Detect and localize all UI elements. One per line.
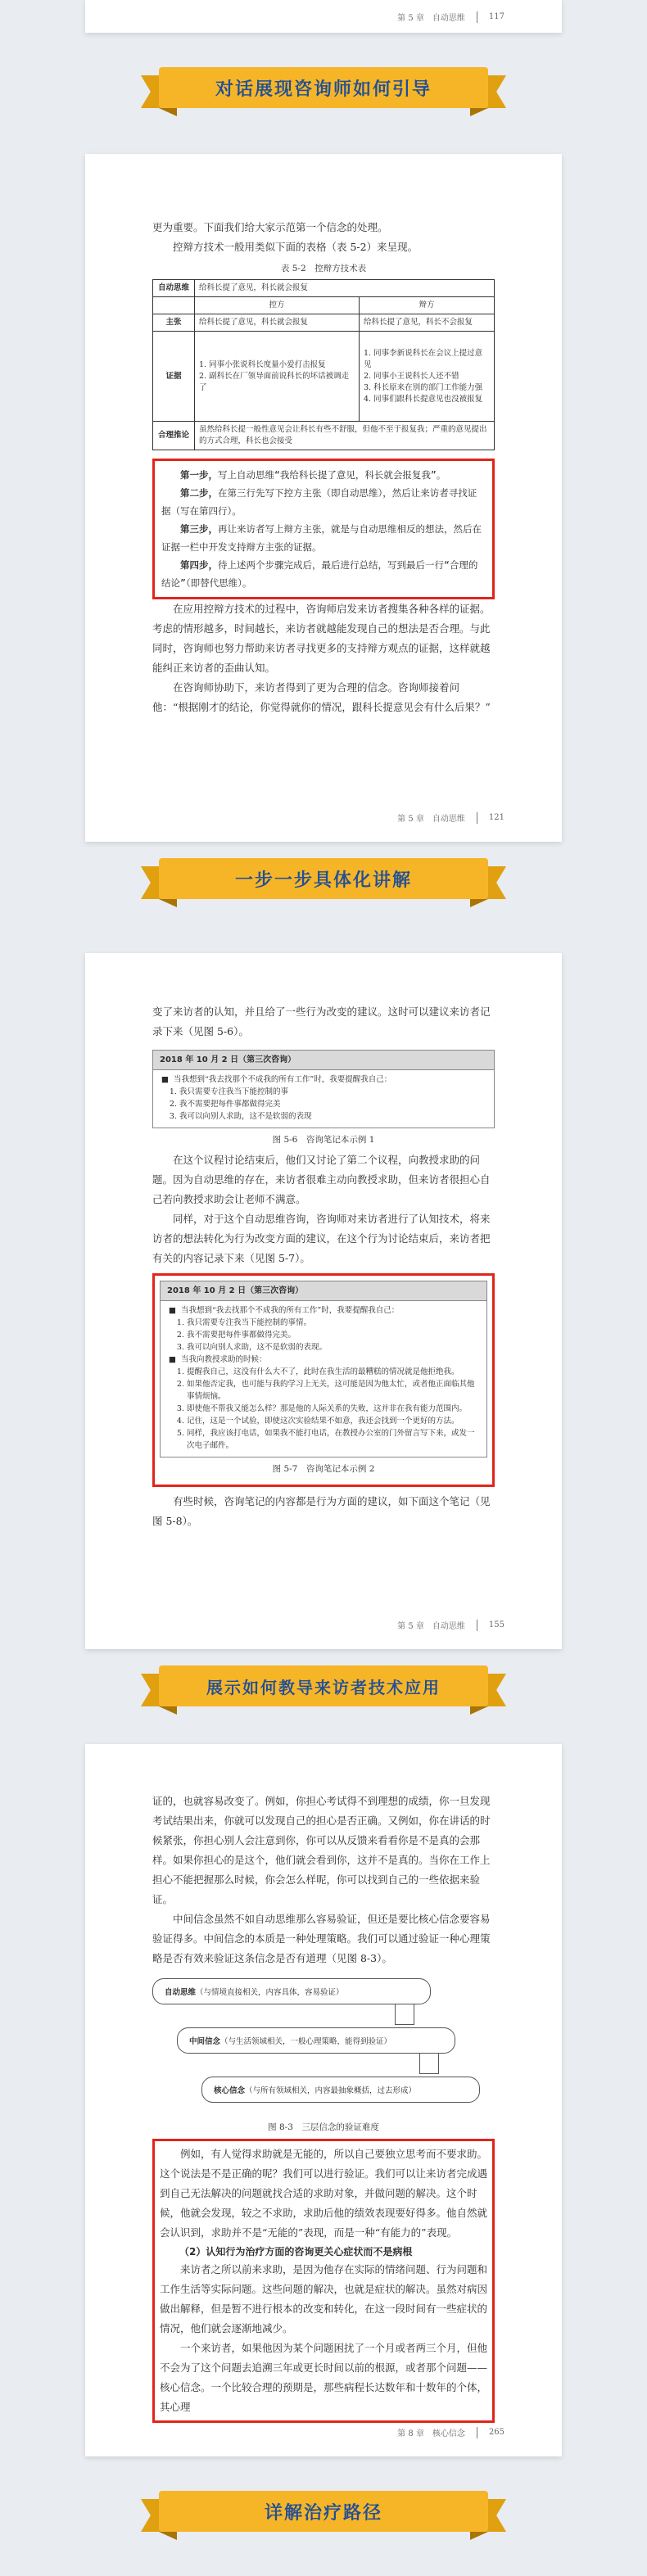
page-footer [397,2426,504,2438]
step-3: 第三步，再让来访者写上辩方主张，就是与自动思维相反的想法，然后在证据一栏中开发支持辩方主张的证据。 [161,523,482,553]
footer-page-number: 117 [488,12,504,21]
flow-arrow [419,2054,439,2074]
flow-box-automatic-thought: 自动思维（与情境直接相关，内容具体，容易验证） [152,1978,431,2004]
evidence-pro-item: 1. 同事小张说科长度量小爱打击报复 [199,359,326,369]
page-footer [397,811,504,824]
evidence-def-item: 1. 同事李新说科长在会议上提过意见 [364,348,483,369]
row-label-claim: 主张 [153,314,195,332]
evidence-def-item: 2. 同事小王说科长人还不错 [364,371,459,381]
highlight-box-record [152,1273,495,1487]
record-item: 3. 我可以向别人求助，这不是软弱的表现 [179,1110,486,1123]
flow-box-core-belief: 核心信念（与所有领域相关，内容最抽象概括，过去形成） [201,2077,480,2103]
page-footer [397,11,504,23]
record-date: 2018 年 10 月 2 日（第三次咨询） [161,1281,486,1301]
book-page-1 [85,0,562,33]
record-bullet: 当我想到“我去找那个不成我的所有工作”时，我要提醒我自己： [180,1306,400,1315]
record-item: 2. 如果他否定我，也可能与我的学习上无关，这可能是因为他太忙，或者他正面临其他事情烦恼。 [187,1378,478,1403]
footer-chapter: 第 8 章 核心信念 [397,2429,465,2438]
header-defense: 辩方 [360,297,495,314]
record-item: 5. 同样，我应该打电话，如果我不能打电话，在教授办公室的门外留言写下来，或发一次电子邮件。 [187,1427,478,1452]
auto-thought-text: 给科长提了意见，科长就会报复 [195,280,495,297]
example-paragraph: 来访者之所以前来求助，是因为他存在实际的情绪问题、行为问题和工作生活等实际问题。这些问题的解决，也就是症状的解决。虽然对病因做出解释，但是暂不进行根本的改变和转化，在这一段时间有一些症状的情况，他们就会逐渐地减少。 [160,2263,488,2334]
record-item: 2. 我不需要把每件事都做得完美 [179,1098,486,1110]
banner-title: 展示如何教导来访者技术应用 [206,1677,441,1697]
page4-intro-1: 证的，也就容易改变了。例如，你担心考试得不到理想的成绩，你一旦发现考试结果出来，你就可以发现自己的担心是否正确。又例如，你在讲话的时候紧张，你担心别人会注意到你，你可以从反馈来看看你是不是真的会那样。如果你担心的是这个，他们就会看到你，这并不是真的。当你在工作上担心不能把握那么时候，你会怎么样呢，你可以找到自己的一些依据来验证。 [152,1795,491,1905]
step-4: 第四步，待上述两个步骤完成后，最后进行总结，写到最后一行“合理的结论”（即替代思维）。 [161,559,478,589]
page4-intro-2: 中间信念虽然不如自动思维那么容易验证，但还是要比核心信念要容易验证得多。中间信念的本质是一种处理策略。我们可以通过验证一种心理策略是否有效来验证这条信念是否有道理（见图 8-3）。 [152,1913,491,1964]
section-banner-3 [141,1662,506,1715]
record-item: 2. 我不需要把每件事都做得完美。 [187,1329,478,1341]
page3-after: 有些时候，咨询笔记的内容都是行为方面的建议，如下面这个笔记（见图 5-8）。 [152,1495,491,1527]
conclusion-text: 虽然给科长提一般性意见会让科长有些不舒服，但他不至于报复我；严重的意见提出的方式合理，科长也会接受 [195,422,495,450]
evidence-pro-item: 2. 副科长在厂领导面前说科长的坏话被调走了 [199,371,350,392]
table-caption: 表 5-2 控辩方技术表 [280,264,367,273]
record-bullet: 当我向教授求助的时候： [180,1355,267,1364]
highlight-box-example [152,2139,495,2423]
section-banner-2 [141,855,506,907]
ribbon-fold-left [159,108,177,116]
notebook-record-1: 2018 年 10 月 2 日（第三次咨询） ■ 当我想到“我去找那个不成我的所有工作”时，我要提醒我自己： 1. 我只需要专注我当下能控制的事 2. 我不需要把每件事都做得完美 3. 我可以向别人求助，这不是软弱的表现 [152,1050,495,1128]
notebook-record-2: 2018 年 10 月 2 日（第三次咨询） ■ 当我想到“我去找那个不成我的所有工作”时，我要提醒我自己： 1. 我只需要专注我当下能控制的事情。 2. 我不需要把每件事都做得完美。 3. 我可以向别人求助，这不是软弱的表现。 ■ 当我向教授求助的时候： 1. 提醒我自己，这没有什么大不了，此时在我生活的最糟糕的情况就是他拒绝我。 2. 如果他否定我，也可能与我的学习上无关，这可能是因为他太忙，或者他正面临其他事情烦恼。 3. 即使他不帮我又能怎么样？那是他的人际关系的失败，这并非在我有能力范围内。 4. 记住，这是一个试验，即使这次实验结果不如意，我还会找到一个更好的方法。 5. 同样，我应该打电话，如果我不能打电话，在教授办公室的门外留言写下来，或发一次电子邮件。 [160,1281,487,1457]
highlight-box-steps [152,459,495,599]
claim-prosecution: 给科长提了意见，科长就会报复 [195,314,360,332]
record-item: 4. 记住，这是一个试验，即使这次实验结果不如意，我还会找到一个更好的方法。 [187,1415,478,1427]
book-page-2 [85,154,562,842]
section-banner-4 [141,2488,506,2540]
row-label-conclusion: 合理推论 [153,422,195,450]
page-footer [397,1619,504,1631]
section-subheading: （2）认知行为治疗方面的咨询更关心症状而不是病根 [179,2246,413,2257]
figure-caption: 图 5-6 咨询笔记本示例 1 [272,1135,375,1145]
claim-defense: 给科长提了意见，科长不会报复 [360,314,495,332]
step-1: 第一步，写上自动思维“我给科长提了意见，科长就会报复我”。 [180,469,446,481]
record-bullet: 当我想到“我去找那个不成我的所有工作”时，我要提醒我自己： [173,1075,392,1084]
prosecution-defense-table [152,279,495,450]
record-date: 2018 年 10 月 2 日（第三次咨询） [153,1051,494,1070]
evidence-def-item: 3. 科长原来在别的部门工作能力强 [364,382,483,392]
page3-intro: 变了来访者的认知，并且给了一些行为改变的建议。这时可以建议来访者记录下来（见图 5-6）。 [152,1006,491,1037]
record-item: 3. 我可以向别人求助，这不是软弱的表现。 [187,1341,478,1354]
belief-flow-diagram [152,1975,495,2139]
book-page-3 [85,953,562,1649]
header-prosecution: 控方 [195,297,360,314]
evidence-def-item: 4. 同事们跟科长提意见也没被报复 [364,394,483,404]
footer-page-number: 121 [488,813,504,822]
banner-title: 对话展现咨询师如何引导 [215,79,432,100]
record-item: 3. 即使他不帮我又能怎么样？那是他的人际关系的失败，这并非在我有能力范围内。 [187,1403,478,1415]
record-item: 1. 我只需要专注我当下能控制的事情。 [187,1317,478,1329]
book-page-4 [85,1744,562,2456]
record-item: 1. 提醒我自己，这没有什么大不了，此时在我生活的最糟糕的情况就是他拒绝我。 [187,1366,478,1378]
row-label-evidence: 证据 [153,332,195,422]
ribbon-fold-right [470,108,488,116]
flow-arrow [395,2004,414,2025]
footer-chapter: 第 5 章 自动思维 [397,815,465,824]
footer-page-number: 265 [488,2428,504,2437]
page2-intro-1: 更为重要。下面我们给大家示范第一个信念的处理。 [152,221,388,233]
page2-intro-2: 控辩方技术一般用类似下面的表格（表 5-2）来呈现。 [173,241,419,253]
example-paragraph: 一个来访者，如果他因为某个问题困扰了一个月或者两三个月，但他不会为了这个问题去追溯三年或更长时间以前的根源，或者那个问题——核心信念。一个比较合理的预期是，那些病程长达数年和十数年的个体，其心理 [160,2342,488,2413]
flow-box-intermediate-belief: 中间信念（与生活领域相关，一般心理策略，能得到验证） [177,2027,455,2054]
row-label-auto-thought: 自动思维 [153,280,195,297]
page2-after-1: 在应用控辩方技术的过程中，咨询师启发来访者搜集各种各样的证据。考虑的情形越多，时间越长，来访者就越能发现自己的想法是否合理。与此同时，咨询师也努力帮助来访者寻找更多的支持辩方观点的证据，这样就越能纠正来访者的歪曲认知。 [152,603,491,674]
example-paragraph: 例如，有人觉得求助就是无能的，所以自己要独立思考而不要求助。这个说法是不是正确的呢？我们可以进行验证。我们可以让来访者完成遇到自己无法解决的问题就找合适的求助对象，并做问题的解决。这个时候，他就会发现，较之不求助，求助后他的绩效表现要好得多。他自然就会认识到，求助并不是“无能的”表现，而是一种“有能力的”表现。 [160,2148,488,2239]
record-item: 1. 我只需要专注我当下能控制的事 [179,1086,486,1098]
figure-caption: 图 8-3 三层信念的验证难度 [268,2122,379,2132]
footer-page-number: 155 [488,1620,504,1629]
footer-chapter: 第 5 章 自动思维 [397,1622,465,1631]
page2-after-2: 在咨询师协助下，来访者得到了更为合理的信念。咨询师接着问他：“根据刚才的结论，你觉得就你的情况，跟科长提意见会有什么后果？” [152,681,491,713]
section-banner-1 [141,64,506,116]
banner-title: 详解治疗路径 [264,2502,382,2524]
evidence-defense [360,332,495,422]
footer-chapter: 第 5 章 自动思维 [397,14,465,23]
step-2: 第二步，在第三行先写下控方主张（即自动思维），然后让来访者寻找证据（写在第四行）。 [161,487,477,517]
figure-caption: 图 5-7 咨询笔记本示例 2 [272,1464,375,1474]
page3-middle-1: 在这个议程讨论结束后，他们又讨论了第二个议程，向教授求助的问题。因为自动思维的存在，来访者很难主动向教授求助，但来访者很担心自己若向教授求助会让老师不满意。 [152,1154,491,1205]
banner-title: 一步一步具体化讲解 [234,870,412,891]
evidence-prosecution [195,332,360,422]
page3-middle-2: 同样，对于这个自动思维咨询，咨询师对来访者进行了认知技术，将来访者的想法转化为行为改变方面的建议，在这个行为讨论结束后，来访者把有关的内容记录下来（见图 5-7）。 [152,1213,491,1264]
